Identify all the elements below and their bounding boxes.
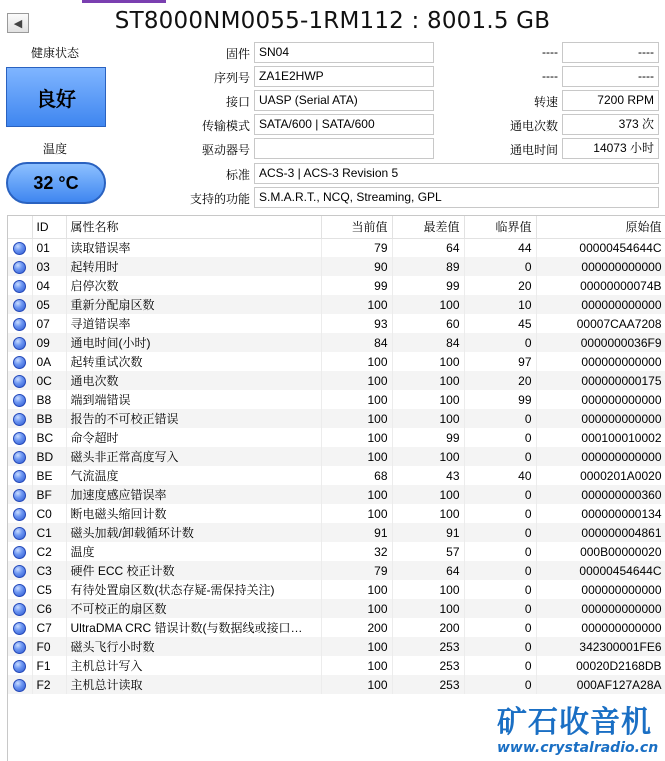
status-cell bbox=[8, 333, 32, 352]
attribute-id: C3 bbox=[32, 561, 66, 580]
features-label: 支持的功能 bbox=[189, 192, 250, 206]
status-cell bbox=[8, 314, 32, 333]
status-cell bbox=[8, 276, 32, 295]
standard-field: ACS-3 | ACS-3 Revision 5 bbox=[254, 163, 659, 184]
header-name[interactable]: 属性名称 bbox=[66, 216, 321, 238]
threshold-value: 0 bbox=[464, 580, 536, 599]
raw-value: 00000454644C bbox=[536, 561, 665, 580]
worst-value: 100 bbox=[392, 504, 464, 523]
threshold-value: 44 bbox=[464, 238, 536, 257]
current-value: 100 bbox=[321, 428, 392, 447]
table-row[interactable] bbox=[8, 371, 665, 390]
current-value: 100 bbox=[321, 504, 392, 523]
worst-value: 100 bbox=[392, 390, 464, 409]
threshold-value: 0 bbox=[464, 675, 536, 694]
worst-value: 100 bbox=[392, 580, 464, 599]
firmware-label: 固件 bbox=[225, 47, 250, 61]
threshold-value: 0 bbox=[464, 599, 536, 618]
attribute-name: 主机总计读取 bbox=[66, 675, 321, 694]
attribute-id: 04 bbox=[32, 276, 66, 295]
firmware-field: SN04 bbox=[254, 42, 434, 63]
raw-value: 00007CAA7208 bbox=[536, 314, 665, 333]
threshold-value: 0 bbox=[464, 428, 536, 447]
rotation-rate-label: 转速 bbox=[533, 95, 558, 109]
current-value: 32 bbox=[321, 542, 392, 561]
health-status-badge[interactable]: 良好 bbox=[6, 67, 106, 127]
attribute-name: 寻道错误率 bbox=[66, 314, 321, 333]
worst-value: 60 bbox=[392, 314, 464, 333]
attribute-name: 气流温度 bbox=[66, 466, 321, 485]
threshold-value: 97 bbox=[464, 352, 536, 371]
status-dot-icon bbox=[13, 660, 26, 673]
attribute-id: F2 bbox=[32, 675, 66, 694]
attribute-id: B8 bbox=[32, 390, 66, 409]
table-row[interactable] bbox=[8, 409, 665, 428]
status-dot-icon bbox=[13, 679, 26, 692]
right2-field: ---- bbox=[562, 66, 659, 87]
threshold-value: 0 bbox=[464, 257, 536, 276]
power-on-count-field: 373 次 bbox=[562, 114, 659, 135]
status-dot-icon bbox=[13, 375, 26, 388]
status-dot-icon bbox=[13, 565, 26, 578]
table-row[interactable] bbox=[8, 542, 665, 561]
threshold-value: 0 bbox=[464, 333, 536, 352]
current-value: 100 bbox=[321, 637, 392, 656]
table-row[interactable] bbox=[8, 580, 665, 599]
attribute-id: C1 bbox=[32, 523, 66, 542]
worst-value: 89 bbox=[392, 257, 464, 276]
raw-value: 000000000000 bbox=[536, 447, 665, 466]
status-dot-icon bbox=[13, 584, 26, 597]
attribute-id: C7 bbox=[32, 618, 66, 637]
status-cell bbox=[8, 371, 32, 390]
worst-value: 253 bbox=[392, 675, 464, 694]
raw-value: 000000004861 bbox=[536, 523, 665, 542]
table-row[interactable] bbox=[8, 352, 665, 371]
raw-value: 000000000000 bbox=[536, 409, 665, 428]
attribute-name: 磁头飞行小时数 bbox=[66, 637, 321, 656]
status-cell bbox=[8, 390, 32, 409]
table-row[interactable] bbox=[8, 523, 665, 542]
worst-value: 64 bbox=[392, 561, 464, 580]
status-cell bbox=[8, 295, 32, 314]
status-dot-icon bbox=[13, 622, 26, 635]
attribute-name: 端到端错误 bbox=[66, 390, 321, 409]
threshold-value: 0 bbox=[464, 618, 536, 637]
status-cell bbox=[8, 352, 32, 371]
status-dot-icon bbox=[13, 242, 26, 255]
threshold-value: 0 bbox=[464, 637, 536, 656]
threshold-value: 0 bbox=[464, 542, 536, 561]
threshold-value: 45 bbox=[464, 314, 536, 333]
raw-value: 000100010002 bbox=[536, 428, 665, 447]
status-cell bbox=[8, 409, 32, 428]
current-value: 100 bbox=[321, 295, 392, 314]
attribute-name: 磁头非正常高度写入 bbox=[66, 447, 321, 466]
status-cell bbox=[8, 618, 32, 637]
right2-label: ---- bbox=[542, 69, 558, 83]
current-value: 100 bbox=[321, 352, 392, 371]
attribute-id: C5 bbox=[32, 580, 66, 599]
attribute-id: 01 bbox=[32, 238, 66, 257]
status-dot-icon bbox=[13, 603, 26, 616]
raw-value: 000000000000 bbox=[536, 352, 665, 371]
worst-value: 57 bbox=[392, 542, 464, 561]
attribute-id: BB bbox=[32, 409, 66, 428]
watermark-logo-text: 矿石收音机 bbox=[497, 705, 652, 740]
power-on-hours-field: 14073 小时 bbox=[562, 138, 659, 159]
right1-label: ---- bbox=[542, 45, 558, 59]
rotation-rate-field: 7200 RPM bbox=[562, 90, 659, 111]
threshold-value: 0 bbox=[464, 447, 536, 466]
transfer-mode-label: 传输模式 bbox=[201, 119, 250, 133]
attribute-name: UltraDMA CRC 错误计数(与数据线或接口… bbox=[66, 618, 321, 637]
table-row[interactable] bbox=[8, 295, 665, 314]
status-cell bbox=[8, 523, 32, 542]
status-dot-icon bbox=[13, 394, 26, 407]
current-value: 100 bbox=[321, 675, 392, 694]
worst-value: 99 bbox=[392, 276, 464, 295]
attribute-name: 不可校正的扇区数 bbox=[66, 599, 321, 618]
attribute-id: 05 bbox=[32, 295, 66, 314]
attribute-name: 读取错误率 bbox=[66, 238, 321, 257]
status-dot-icon bbox=[13, 451, 26, 464]
status-dot-icon bbox=[13, 641, 26, 654]
raw-value: 000000000000 bbox=[536, 257, 665, 276]
threshold-value: 10 bbox=[464, 295, 536, 314]
worst-value: 91 bbox=[392, 523, 464, 542]
status-cell bbox=[8, 542, 32, 561]
attribute-name: 硬件 ECC 校正计数 bbox=[66, 561, 321, 580]
current-value: 100 bbox=[321, 656, 392, 675]
current-value: 99 bbox=[321, 276, 392, 295]
raw-value: 000AF127A28A bbox=[536, 675, 665, 694]
disk-title: ST8000NM0055-1RM112 : 8001.5 GB bbox=[114, 8, 551, 34]
status-dot-icon bbox=[13, 280, 26, 293]
table-row[interactable] bbox=[8, 333, 665, 352]
status-cell bbox=[8, 580, 32, 599]
table-header-row bbox=[8, 216, 665, 238]
attribute-id: C0 bbox=[32, 504, 66, 523]
attribute-id: 0A bbox=[32, 352, 66, 371]
worst-value: 253 bbox=[392, 637, 464, 656]
attribute-name: 起转用时 bbox=[66, 257, 321, 276]
status-cell bbox=[8, 561, 32, 580]
current-value: 91 bbox=[321, 523, 392, 542]
attribute-id: 0C bbox=[32, 371, 66, 390]
current-value: 100 bbox=[321, 409, 392, 428]
attribute-id: F0 bbox=[32, 637, 66, 656]
table-row[interactable] bbox=[8, 447, 665, 466]
status-dot-icon bbox=[13, 470, 26, 483]
table-row[interactable] bbox=[8, 428, 665, 447]
status-dot-icon bbox=[13, 508, 26, 521]
status-cell bbox=[8, 466, 32, 485]
header-current[interactable]: 当前值 bbox=[321, 216, 392, 238]
serial-field: ZA1E2HWP bbox=[254, 66, 434, 87]
worst-value: 253 bbox=[392, 656, 464, 675]
raw-value: 000000000000 bbox=[536, 618, 665, 637]
attribute-id: BC bbox=[32, 428, 66, 447]
current-value: 68 bbox=[321, 466, 392, 485]
attribute-name: 主机总计写入 bbox=[66, 656, 321, 675]
attribute-name: 磁头加载/卸载循环计数 bbox=[66, 523, 321, 542]
watermark-url: www.crystalradio.cn bbox=[497, 740, 659, 756]
threshold-value: 0 bbox=[464, 561, 536, 580]
interface-label: 接口 bbox=[225, 95, 250, 109]
header-status[interactable] bbox=[8, 216, 32, 238]
header-id[interactable]: ID bbox=[32, 216, 66, 238]
left-triangle-icon: ◀ bbox=[13, 17, 23, 30]
threshold-value: 0 bbox=[464, 485, 536, 504]
features-field: S.M.A.R.T., NCQ, Streaming, GPL bbox=[254, 187, 659, 208]
attribute-name: 报告的不可校正错误 bbox=[66, 409, 321, 428]
table-row[interactable] bbox=[8, 618, 665, 637]
status-dot-icon bbox=[13, 432, 26, 445]
raw-value: 000000000000 bbox=[536, 390, 665, 409]
temperature-label: 温度 bbox=[42, 142, 67, 156]
threshold-value: 20 bbox=[464, 371, 536, 390]
current-value: 93 bbox=[321, 314, 392, 333]
worst-value: 43 bbox=[392, 466, 464, 485]
table-row[interactable] bbox=[8, 675, 665, 694]
worst-value: 100 bbox=[392, 599, 464, 618]
table-row[interactable] bbox=[8, 599, 665, 618]
attribute-id: BE bbox=[32, 466, 66, 485]
current-value: 79 bbox=[321, 238, 392, 257]
attribute-id: C2 bbox=[32, 542, 66, 561]
attribute-name: 有待处置扇区数(状态存疑-需保持关注) bbox=[66, 580, 321, 599]
status-cell bbox=[8, 504, 32, 523]
current-value: 100 bbox=[321, 390, 392, 409]
attribute-name: 启停次数 bbox=[66, 276, 321, 295]
status-dot-icon bbox=[13, 527, 26, 540]
threshold-value: 0 bbox=[464, 523, 536, 542]
table-row[interactable] bbox=[8, 257, 665, 276]
threshold-value: 20 bbox=[464, 276, 536, 295]
status-dot-icon bbox=[13, 489, 26, 502]
table-row[interactable] bbox=[8, 314, 665, 333]
attribute-name: 断电磁头缩回计数 bbox=[66, 504, 321, 523]
serial-label: 序列号 bbox=[213, 71, 250, 85]
raw-value: 0000201A0020 bbox=[536, 466, 665, 485]
threshold-value: 0 bbox=[464, 409, 536, 428]
raw-value: 000B00000020 bbox=[536, 542, 665, 561]
power-on-count-label: 通电次数 bbox=[509, 119, 558, 133]
current-value: 79 bbox=[321, 561, 392, 580]
power-on-hours-label: 通电时间 bbox=[509, 143, 558, 157]
threshold-value: 0 bbox=[464, 656, 536, 675]
table-row[interactable] bbox=[8, 637, 665, 656]
status-dot-icon bbox=[13, 318, 26, 331]
current-value: 100 bbox=[321, 371, 392, 390]
current-value: 90 bbox=[321, 257, 392, 276]
worst-value: 100 bbox=[392, 485, 464, 504]
raw-value: 0000000036F9 bbox=[536, 333, 665, 352]
header-worst[interactable]: 最差值 bbox=[392, 216, 464, 238]
threshold-value: 40 bbox=[464, 466, 536, 485]
top-accent-bar bbox=[82, 0, 166, 3]
status-dot-icon bbox=[13, 413, 26, 426]
attribute-name: 通电时间(小时) bbox=[66, 333, 321, 352]
status-cell bbox=[8, 238, 32, 257]
transfer-mode-field: SATA/600 | SATA/600 bbox=[254, 114, 434, 135]
attribute-name: 通电次数 bbox=[66, 371, 321, 390]
temperature-badge[interactable]: 32 °C bbox=[6, 162, 106, 204]
status-dot-icon bbox=[13, 546, 26, 559]
right1-field: ---- bbox=[562, 42, 659, 63]
attribute-name: 起转重试次数 bbox=[66, 352, 321, 371]
table-row[interactable] bbox=[8, 561, 665, 580]
attribute-name: 重新分配扇区数 bbox=[66, 295, 321, 314]
worst-value: 100 bbox=[392, 295, 464, 314]
attribute-name: 命令超时 bbox=[66, 428, 321, 447]
header-threshold[interactable]: 临界值 bbox=[464, 216, 536, 238]
current-value: 84 bbox=[321, 333, 392, 352]
current-value: 100 bbox=[321, 485, 392, 504]
worst-value: 99 bbox=[392, 428, 464, 447]
status-dot-icon bbox=[13, 337, 26, 350]
status-cell bbox=[8, 428, 32, 447]
worst-value: 100 bbox=[392, 447, 464, 466]
current-value: 100 bbox=[321, 599, 392, 618]
current-value: 100 bbox=[321, 580, 392, 599]
health-status-label: 健康状态 bbox=[30, 46, 79, 60]
attribute-id: BD bbox=[32, 447, 66, 466]
worst-value: 100 bbox=[392, 371, 464, 390]
status-cell bbox=[8, 675, 32, 694]
status-dot-icon bbox=[13, 356, 26, 369]
status-cell bbox=[8, 656, 32, 675]
interface-field: UASP (Serial ATA) bbox=[254, 90, 434, 111]
attribute-id: 09 bbox=[32, 333, 66, 352]
threshold-value: 99 bbox=[464, 390, 536, 409]
table-row[interactable] bbox=[8, 390, 665, 409]
table-row[interactable] bbox=[8, 504, 665, 523]
raw-value: 00000000074B bbox=[536, 276, 665, 295]
raw-value: 000000000000 bbox=[536, 599, 665, 618]
threshold-value: 0 bbox=[464, 504, 536, 523]
standard-label: 标准 bbox=[225, 168, 250, 182]
attribute-name: 温度 bbox=[66, 542, 321, 561]
raw-value: 000000000000 bbox=[536, 580, 665, 599]
raw-value: 000000000000 bbox=[536, 295, 665, 314]
status-cell bbox=[8, 485, 32, 504]
worst-value: 200 bbox=[392, 618, 464, 637]
current-value: 200 bbox=[321, 618, 392, 637]
status-cell bbox=[8, 599, 32, 618]
status-cell bbox=[8, 257, 32, 276]
smart-attributes-table[interactable] bbox=[7, 215, 665, 761]
table-row[interactable] bbox=[8, 276, 665, 295]
raw-value: 000000000360 bbox=[536, 485, 665, 504]
header-raw[interactable]: 原始值 bbox=[536, 216, 665, 238]
drive-letter-field bbox=[254, 138, 434, 159]
worst-value: 64 bbox=[392, 238, 464, 257]
attribute-id: 03 bbox=[32, 257, 66, 276]
table-row[interactable] bbox=[8, 656, 665, 675]
worst-value: 84 bbox=[392, 333, 464, 352]
raw-value: 000000000134 bbox=[536, 504, 665, 523]
table-row[interactable] bbox=[8, 238, 665, 257]
attribute-name: 加速度感应错误率 bbox=[66, 485, 321, 504]
table-row[interactable] bbox=[8, 466, 665, 485]
raw-value: 00020D2168DB bbox=[536, 656, 665, 675]
status-cell bbox=[8, 447, 32, 466]
status-cell bbox=[8, 637, 32, 656]
drive-letter-label: 驱动器号 bbox=[201, 143, 250, 157]
worst-value: 100 bbox=[392, 409, 464, 428]
raw-value: 000000000175 bbox=[536, 371, 665, 390]
current-value: 100 bbox=[321, 447, 392, 466]
attribute-id: BF bbox=[32, 485, 66, 504]
worst-value: 100 bbox=[392, 352, 464, 371]
status-dot-icon bbox=[13, 261, 26, 274]
raw-value: 00000454644C bbox=[536, 238, 665, 257]
attribute-id: 07 bbox=[32, 314, 66, 333]
status-dot-icon bbox=[13, 299, 26, 312]
attribute-id: C6 bbox=[32, 599, 66, 618]
table-row[interactable] bbox=[8, 485, 665, 504]
raw-value: 342300001FE6 bbox=[536, 637, 665, 656]
attribute-id: F1 bbox=[32, 656, 66, 675]
